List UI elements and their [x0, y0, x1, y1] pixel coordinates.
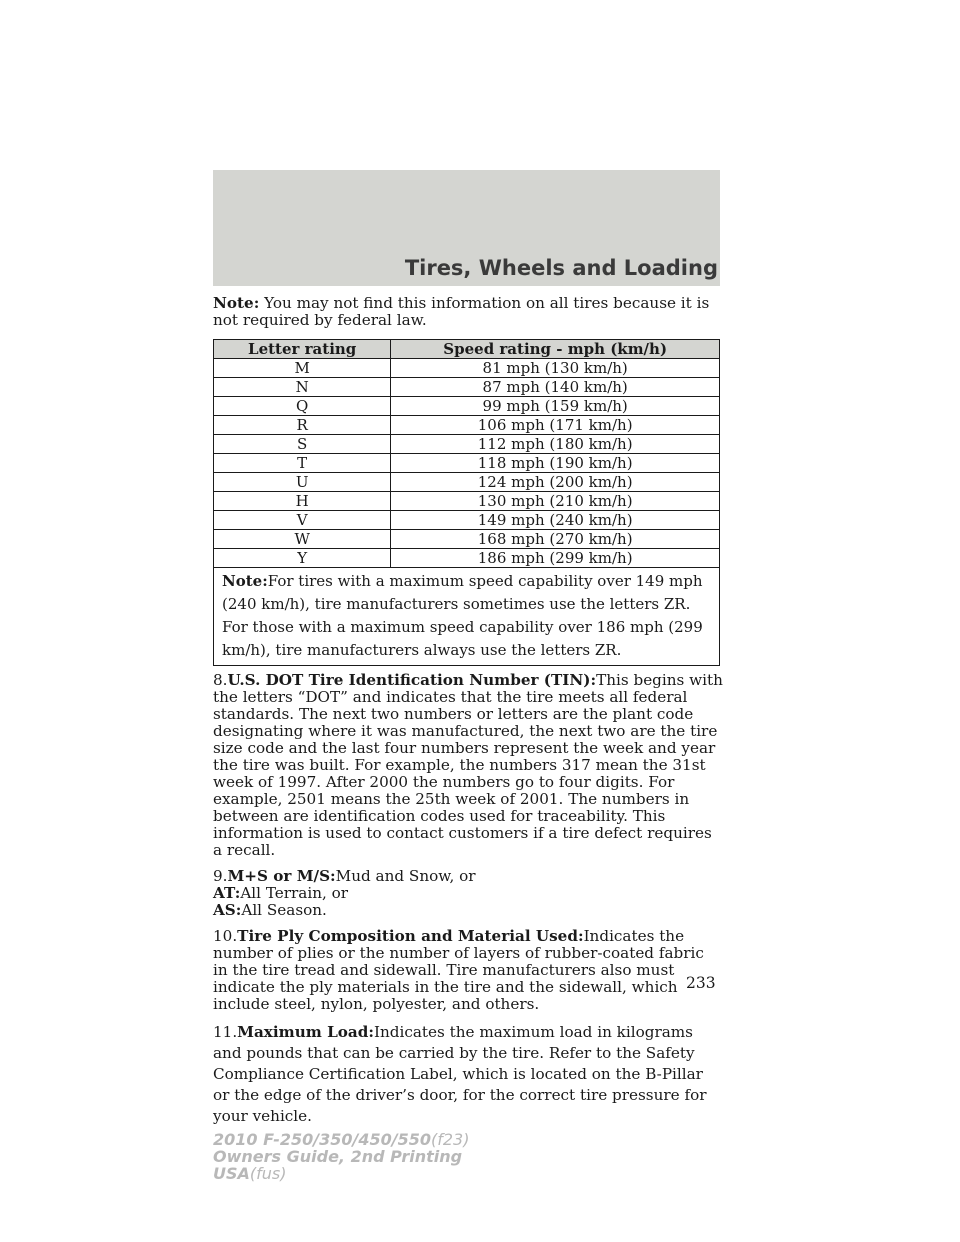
item-title: Maximum Load: [237, 1023, 374, 1041]
speed-rating-table [213, 339, 720, 666]
item-title: Tire Ply Composition and Material Used: [237, 927, 584, 945]
footer-model-code: (f23) [431, 1130, 470, 1149]
speed-cell: 149 mph (240 km/h) [391, 511, 720, 530]
item-9-at [213, 885, 723, 902]
item-8-dot-tin [213, 672, 723, 859]
item-title: U.S. DOT Tire Identification Number (TIN): [227, 671, 597, 689]
item-number: 11. [213, 1023, 238, 1041]
as-label: AS: [213, 901, 242, 919]
table-row [214, 416, 720, 435]
letter-cell: S [214, 435, 391, 454]
speed-cell: 106 mph (171 km/h) [391, 416, 720, 435]
intro-note [213, 295, 723, 329]
item-10-ply-composition [213, 928, 723, 1013]
page-content [213, 295, 723, 1127]
item-9-as [213, 902, 723, 919]
speed-cell: 130 mph (210 km/h) [391, 492, 720, 511]
speed-cell: 186 mph (299 km/h) [391, 549, 720, 568]
column-header-speed-rating: Speed rating - mph (km/h) [391, 340, 720, 359]
speed-cell: 81 mph (130 km/h) [391, 359, 720, 378]
table-row [214, 397, 720, 416]
item-text: This begins with the letters “DOT” and indicates that the tire meets all federal standards. The next two numbers or letters are the plant code designating where it was manufactured, the next two are the tire size code and the last four numbers represent the week and year the tire was built. For example, the numbers 317 mean the 31st week of 1997. After 2000 the numbers go to four digits. For example, 2501 means the 25th week of 2001. The numbers in between are identification codes used for traceability. This information is used to contact customers if a tire defect requires a recall. [213, 671, 723, 859]
letter-cell: Q [214, 397, 391, 416]
letter-cell: M [214, 359, 391, 378]
page-number: 233 [686, 974, 716, 992]
table-row [214, 454, 720, 473]
intro-note-text: You may not find this information on all tires because it is not required by federal law. [213, 294, 710, 329]
table-row [214, 511, 720, 530]
table-row [214, 378, 720, 397]
footer-line-region [213, 1165, 469, 1182]
item-title: M+S or M/S: [227, 867, 336, 885]
item-number: 9. [213, 867, 228, 885]
table-header-row [214, 340, 720, 359]
footer-line-printing: Owners Guide, 2nd Printing [213, 1147, 463, 1166]
at-text: All Terrain, or [240, 884, 349, 902]
letter-cell: H [214, 492, 391, 511]
as-text: All Season. [241, 901, 327, 919]
speed-cell: 87 mph (140 km/h) [391, 378, 720, 397]
footer-line-model [213, 1131, 469, 1148]
speed-cell: 99 mph (159 km/h) [391, 397, 720, 416]
item-11-maximum-load [213, 1022, 723, 1127]
table-row [214, 492, 720, 511]
at-label: AT: [213, 884, 241, 902]
letter-cell: T [214, 454, 391, 473]
speed-cell: 118 mph (190 km/h) [391, 454, 720, 473]
column-header-letter-rating: Letter rating [214, 340, 391, 359]
table-row [214, 435, 720, 454]
table-note-text: For tires with a maximum speed capability over 149 mph (240 km/h), tire manufacturers sometimes use the letters ZR. For those with a maximum speed capability over 186 mph (299 km/h), tire manufacturers always use the letters ZR. [222, 572, 703, 659]
speed-cell: 168 mph (270 km/h) [391, 530, 720, 549]
letter-cell: U [214, 473, 391, 492]
item-text: Mud and Snow, or [335, 867, 476, 885]
table-note-row [214, 568, 720, 666]
table-note-label: Note: [222, 572, 268, 590]
item-number: 8. [213, 671, 228, 689]
table-row [214, 549, 720, 568]
document-footer [213, 1131, 469, 1182]
footer-region: USA [213, 1164, 250, 1183]
speed-cell: 124 mph (200 km/h) [391, 473, 720, 492]
letter-cell: V [214, 511, 391, 530]
speed-cell: 112 mph (180 km/h) [391, 435, 720, 454]
letter-cell: N [214, 378, 391, 397]
letter-cell: R [214, 416, 391, 435]
item-number: 10. [213, 927, 238, 945]
footer-region-code: (fus) [249, 1164, 287, 1183]
table-row [214, 473, 720, 492]
table-note [214, 568, 720, 666]
intro-note-label: Note: [213, 294, 260, 312]
item-text: Indicates the maximum load in kilograms and pounds that can be carried by the tire. Refer to the Safety Compliance Certification Label, which is located on the B-Pillar or the edge of the driver’s door, for the correct tire pressure for your vehicle. [213, 1023, 707, 1125]
section-title: Tires, Wheels and Loading [404, 256, 718, 280]
item-text: Indicates the number of plies or the number of layers of rubber-coated fabric in the tire tread and sidewall. Tire manufacturers also must indicate the ply materials in the tire and the sidewall, which include steel, nylon, polyester, and others. [213, 927, 704, 1013]
table-row [214, 530, 720, 549]
item-9-ms [213, 868, 723, 885]
table-row [214, 359, 720, 378]
letter-cell: Y [214, 549, 391, 568]
section-header-band [213, 170, 720, 286]
footer-model: 2010 F-250/350/450/550 [213, 1130, 431, 1149]
letter-cell: W [214, 530, 391, 549]
